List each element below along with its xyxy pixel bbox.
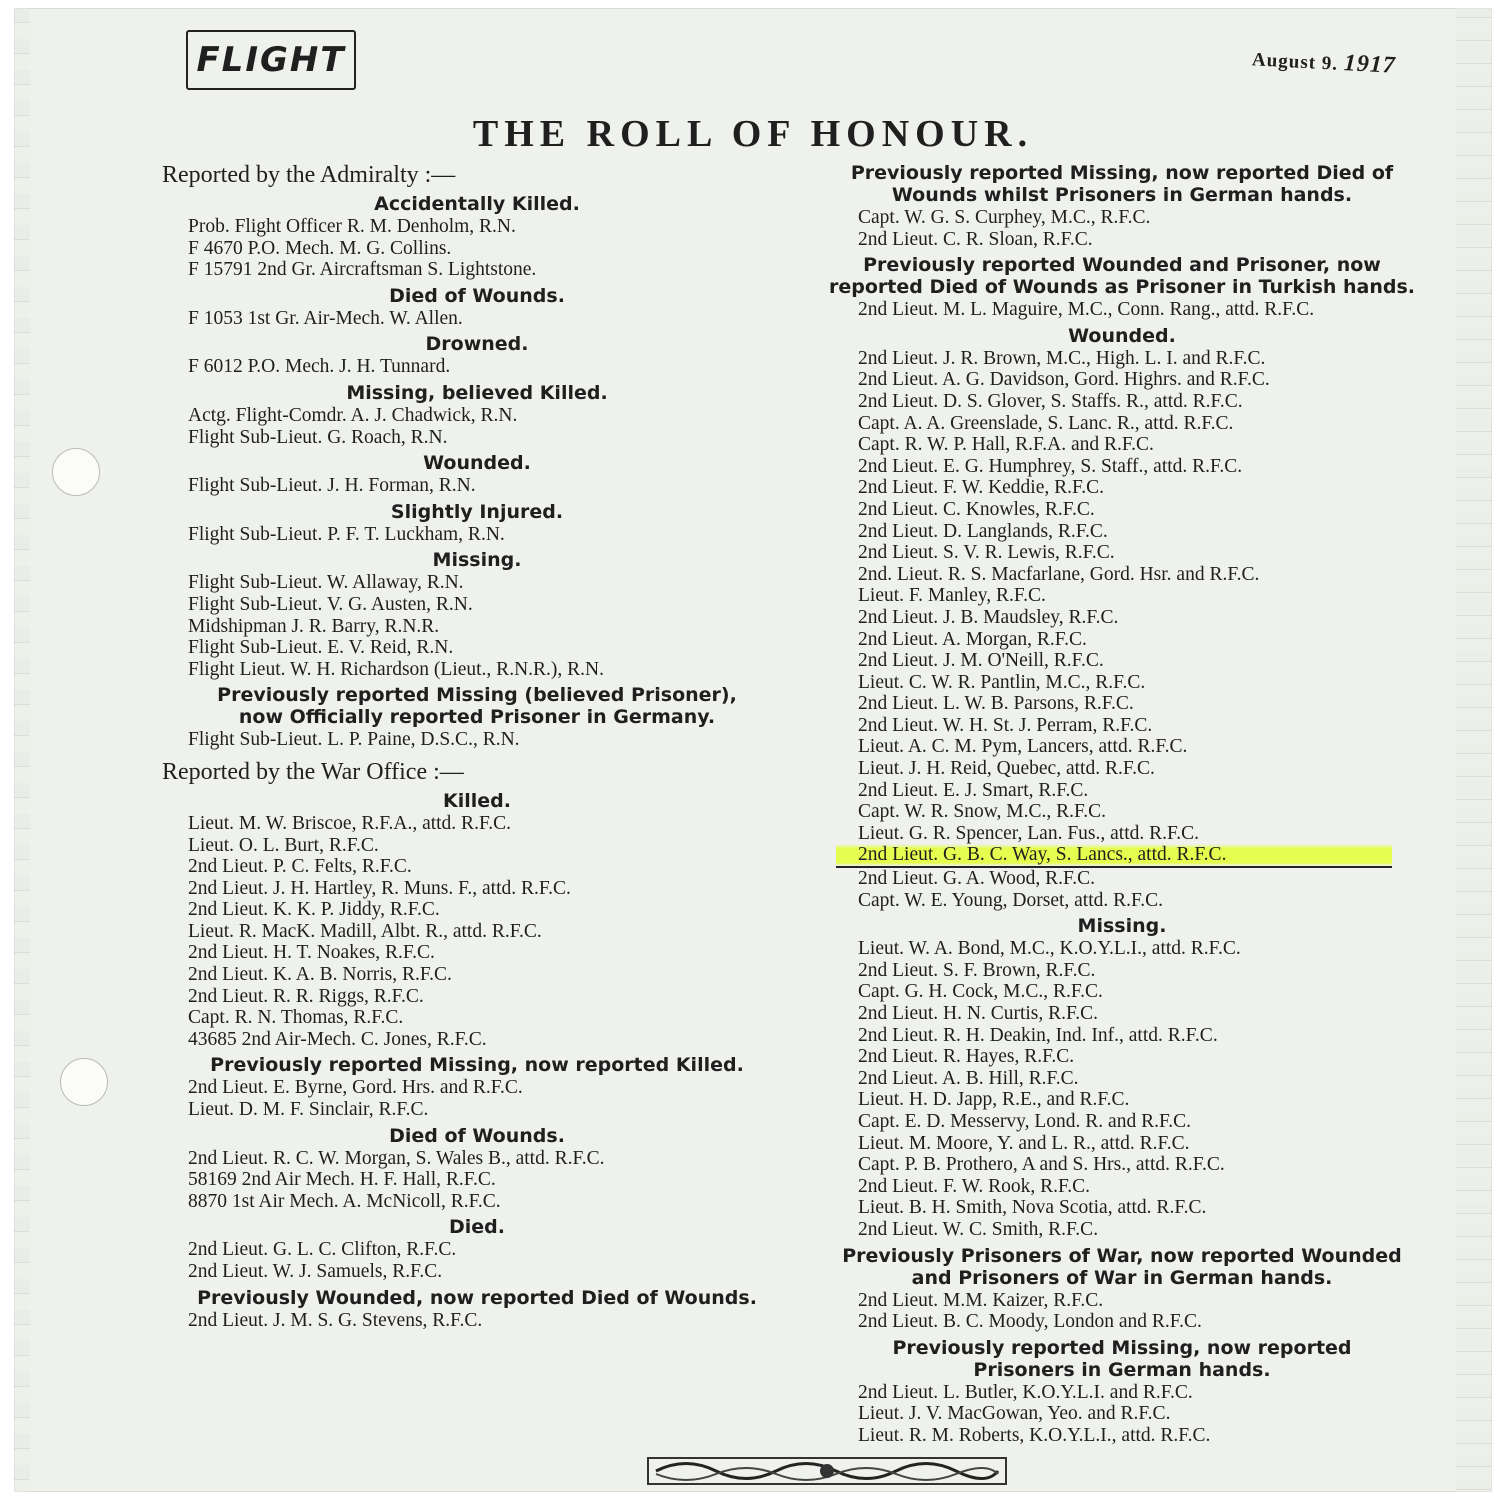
war-office-heading: Reported by the War Office :— (162, 758, 464, 785)
casualty-entry: 2nd Lieut. M.M. Kaizer, R.F.C. (858, 1289, 1104, 1311)
section-heading (162, 1216, 792, 1238)
binder-hole-top (52, 448, 100, 496)
section-heading (822, 1337, 1422, 1381)
section-heading-line: Previously Wounded, now reported Died of Wounds. (197, 1286, 757, 1309)
war-office-right-sections (822, 162, 1422, 1447)
section-heading-line: and Prisoners of War in German hands. (911, 1266, 1333, 1289)
section-heading-line: Previously reported Missing, now reported Died of (850, 162, 1394, 184)
section-heading (162, 1054, 792, 1076)
casualty-entry: Capt. R. N. Thomas, R.F.C. (188, 1007, 404, 1029)
section-heading-line: Slightly Injured. (390, 500, 564, 523)
flight-masthead: FLIGHT (186, 30, 356, 90)
casualty-entry: Capt. W. G. S. Curphey, M.C., R.F.C. (858, 207, 1151, 228)
casualty-entry: 2nd Lieut. E. G. Humphrey, S. Staff., attd. R.F.C. (858, 455, 1243, 477)
section-heading (162, 1125, 792, 1147)
casualty-entry: 2nd Lieut. F. W. Rook, R.F.C. (858, 1175, 1091, 1197)
casualty-entry: 2nd Lieut. W. H. St. J. Perram, R.F.C. (858, 714, 1153, 736)
casualty-entry: Flight Sub-Lieut. G. Roach, R.N. (188, 426, 448, 448)
casualty-entry: F 6012 P.O. Mech. J. H. Tunnard. (188, 356, 451, 378)
section-heading (162, 549, 792, 571)
section-heading-line: Prisoners in German hands. (973, 1358, 1271, 1381)
section-heading-line: Missing. (1077, 915, 1167, 938)
section-heading (822, 1245, 1422, 1289)
casualty-entry: 2nd Lieut. G. L. C. Clifton, R.F.C. (188, 1239, 457, 1261)
casualty-entry: F 15791 2nd Gr. Aircraftsman S. Lightstone. (188, 259, 537, 281)
casualty-entry: Lieut. C. W. R. Pantlin, M.C., R.F.C. (858, 671, 1146, 693)
casualty-entry: 2nd. Lieut. R. S. Macfarlane, Gord. Hsr. and R.F.C. (858, 563, 1260, 585)
section-heading-line: Previously Prisoners of War, now reported Wounded (842, 1244, 1402, 1267)
casualty-entry: 2nd Lieut. W. C. Smith, R.F.C. (858, 1218, 1099, 1240)
casualty-entry: 2nd Lieut. J. M. O'Neill, R.F.C. (858, 650, 1104, 672)
section-heading-line: now Officially reported Prisoner in Germany. (238, 706, 716, 729)
casualty-entry: Lieut. M. W. Briscoe, R.F.A., attd. R.F.C. (188, 812, 511, 834)
casualty-entry: 2nd Lieut. M. L. Maguire, M.C., Conn. Rang., attd. R.F.C. (858, 299, 1315, 321)
casualty-entry: 2nd Lieut. P. C. Felts, R.F.C. (188, 856, 412, 878)
section-heading (162, 333, 792, 355)
casualty-entry: Flight Sub-Lieut. E. V. Reid, R.N. (188, 637, 454, 659)
page-edge-right (1456, 8, 1492, 1492)
casualty-entry: Lieut. A. C. M. Pym, Lancers, attd. R.F.C. (858, 736, 1188, 758)
casualty-entry: Flight Lieut. W. H. Richardson (Lieut., R.N.R.), R.N. (188, 658, 604, 680)
casualty-entry: 2nd Lieut. D. S. Glover, S. Staffs. R., attd. R.F.C. (858, 390, 1243, 412)
casualty-entry: 2nd Lieut. J. M. S. G. Stevens, R.F.C. (188, 1309, 483, 1331)
casualty-entry: 2nd Lieut. E. J. Smart, R.F.C. (858, 779, 1089, 801)
war-office-left-sections (162, 790, 792, 1331)
section-heading-line: Previously reported Wounded and Prisoner, now (863, 254, 1381, 277)
casualty-entry: F 1053 1st Gr. Air-Mech. W. Allen. (188, 307, 463, 329)
section-heading-line: Previously reported Missing, now reported (892, 1336, 1352, 1359)
casualty-entry: 2nd Lieut. H. T. Noakes, R.F.C. (188, 942, 435, 964)
casualty-entry: Lieut. J. H. Reid, Quebec, attd. R.F.C. (858, 758, 1155, 780)
section-heading-line: Died. (449, 1216, 505, 1239)
admiralty-sections (162, 193, 792, 751)
section-heading-line: Previously reported Missing (believed Prisoner), (217, 684, 737, 707)
casualty-entry: 2nd Lieut. R. C. W. Morgan, S. Wales B., attd. R.F.C. (188, 1147, 605, 1169)
casualty-entry: Lieut. R. MacK. Madill, Albt. R., attd. R.F.C. (188, 920, 542, 942)
section-heading (822, 915, 1422, 937)
casualty-entry: Capt. W. R. Snow, M.C., R.F.C. (858, 801, 1107, 823)
casualty-entry: Lieut. M. Moore, Y. and L. R., attd. R.F.C. (858, 1132, 1190, 1154)
section-heading-line: Died of Wounds. (389, 284, 565, 307)
casualty-entry: Prob. Flight Officer R. M. Denholm, R.N. (188, 216, 516, 237)
casualty-entry: 2nd Lieut. S. V. R. Lewis, R.F.C. (858, 542, 1115, 564)
section-heading (162, 382, 792, 404)
section-heading (162, 452, 792, 474)
section-heading-line: Previously reported Missing, now reported Killed. (210, 1054, 744, 1077)
casualty-entry: Capt. P. B. Prothero, A and S. Hrs., attd. R.F.C. (858, 1154, 1225, 1176)
section-heading-line: Wounds whilst Prisoners in German hands. (891, 184, 1353, 206)
casualty-entry: Midshipman J. R. Barry, R.N.R. (188, 615, 440, 637)
casualty-entry: Flight Sub-Lieut. L. P. Paine, D.S.C., R.N. (188, 729, 520, 751)
casualty-entry: 2nd Lieut. C. Knowles, R.F.C. (858, 498, 1095, 520)
casualty-entry: 2nd Lieut. L. Butler, K.O.Y.L.I. and R.F.C. (858, 1381, 1193, 1403)
casualty-entry: Capt. W. E. Young, Dorset, attd. R.F.C. (858, 889, 1164, 911)
casualty-entry: Lieut. J. V. MacGowan, Yeo. and R.F.C. (858, 1403, 1171, 1425)
casualty-entry: 2nd Lieut. C. R. Sloan, R.F.C. (858, 228, 1093, 250)
section-heading-line: Accidentally Killed. (374, 193, 580, 215)
section-heading-line: Missing. (432, 549, 522, 572)
casualty-entry: 2nd Lieut. J. H. Hartley, R. Muns. F., attd. R.F.C. (188, 877, 571, 899)
section-heading-line: reported Died of Wounds as Prisoner in Turkish hands. (828, 276, 1416, 299)
issue-date-day: August 9. (1251, 49, 1339, 75)
section-heading-line: Wounded. (1068, 324, 1176, 347)
section-heading (822, 254, 1422, 298)
issue-date (1251, 45, 1432, 81)
left-column (162, 158, 792, 1331)
casualty-entry: 2nd Lieut. K. K. P. Jiddy, R.F.C. (188, 899, 440, 921)
casualty-entry: Lieut. O. L. Burt, R.F.C. (188, 834, 379, 856)
newspaper-page (14, 8, 1492, 1492)
casualty-entry: 2nd Lieut. R. Hayes, R.F.C. (858, 1046, 1075, 1068)
section-heading-line: Killed. (443, 789, 511, 812)
highlighted-entry: 2nd Lieut. G. B. C. Way, S. Lancs., attd. R.F.C. (836, 844, 1392, 868)
casualty-entry: 58169 2nd Air Mech. H. F. Hall, R.F.C. (188, 1169, 496, 1191)
section-heading-line: Wounded. (423, 452, 531, 475)
casualty-entry: 8870 1st Air Mech. A. McNicoll, R.F.C. (188, 1190, 501, 1212)
page-title: THE ROLL OF HONOUR. (472, 113, 1034, 155)
casualty-entry: Lieut. D. M. F. Sinclair, R.F.C. (188, 1099, 429, 1121)
casualty-entry: 2nd Lieut. L. W. B. Parsons, R.F.C. (858, 693, 1134, 715)
issue-date-year: 1917 (1343, 50, 1397, 79)
casualty-entry: Flight Sub-Lieut. J. H. Forman, R.N. (188, 475, 476, 497)
section-heading (822, 162, 1422, 206)
casualty-entry: Capt. R. W. P. Hall, R.F.A. and R.F.C. (858, 434, 1154, 456)
casualty-entry: 2nd Lieut. A. G. Davidson, Gord. Highrs. and R.F.C. (858, 369, 1270, 391)
section-heading (822, 325, 1422, 347)
casualty-entry: 2nd Lieut. K. A. B. Norris, R.F.C. (188, 964, 452, 986)
casualty-entry: 2nd Lieut. S. F. Brown, R.F.C. (858, 959, 1096, 981)
casualty-entry: F 4670 P.O. Mech. M. G. Collins. (188, 237, 452, 259)
casualty-entry: Lieut. B. H. Smith, Nova Scotia, attd. R.F.C. (858, 1197, 1207, 1219)
casualty-entry: 2nd Lieut. R. R. Riggs, R.F.C. (188, 985, 424, 1007)
right-column (822, 158, 1422, 1447)
casualty-entry: Lieut. H. D. Japp, R.E., and R.F.C. (858, 1089, 1130, 1111)
casualty-entry: 2nd Lieut. J. R. Brown, M.C., High. L. I. and R.F.C. (858, 347, 1266, 369)
casualty-entry: 2nd Lieut. A. Morgan, R.F.C. (858, 628, 1087, 650)
casualty-entry: Capt. E. D. Messervy, Lond. R. and R.F.C. (858, 1110, 1191, 1132)
casualty-entry: 2nd Lieut. G. A. Wood, R.F.C. (858, 868, 1096, 890)
section-heading (162, 790, 792, 812)
section-heading (162, 193, 792, 215)
casualty-entry: 43685 2nd Air-Mech. C. Jones, R.F.C. (188, 1028, 487, 1050)
casualty-entry: 2nd Lieut. W. J. Samuels, R.F.C. (188, 1261, 443, 1282)
casualty-entry: 2nd Lieut. F. W. Keddie, R.F.C. (858, 477, 1105, 499)
section-heading-line: Drowned. (425, 333, 529, 356)
page-edge-left (14, 8, 30, 1492)
casualty-entry: Lieut. G. R. Spencer, Lan. Fus., attd. R.F.C. (858, 822, 1200, 844)
casualty-entry: Actg. Flight-Comdr. A. J. Chadwick, R.N. (188, 404, 518, 426)
casualty-entry: 2nd Lieut. A. B. Hill, R.F.C. (858, 1067, 1079, 1089)
section-heading-line: Died of Wounds. (389, 1124, 565, 1147)
casualty-entry: Lieut. R. M. Roberts, K.O.Y.L.I., attd. R.F.C. (858, 1424, 1211, 1446)
casualty-entry: 2nd Lieut. E. Byrne, Gord. Hrs. and R.F.C. (188, 1077, 523, 1099)
casualty-entry: Capt. A. A. Greenslade, S. Lanc. R., attd. R.F.C. (858, 412, 1234, 434)
casualty-entry: 2nd Lieut. B. C. Moody, London and R.F.C. (858, 1311, 1202, 1333)
binder-hole-bottom (60, 1058, 108, 1106)
section-heading-line: Missing, believed Killed. (346, 381, 608, 404)
casualty-entry: Flight Sub-Lieut. W. Allaway, R.N. (188, 572, 464, 594)
casualty-entry: Lieut. W. A. Bond, M.C., K.O.Y.L.I., attd. R.F.C. (858, 938, 1241, 960)
casualty-entry: Flight Sub-Lieut. P. F. T. Luckham, R.N. (188, 523, 505, 545)
admiralty-heading: Reported by the Admiralty :— (162, 162, 456, 188)
casualty-entry: Lieut. F. Manley, R.F.C. (858, 585, 1046, 607)
casualty-entry: 2nd Lieut. R. H. Deakin, Ind. Inf., attd. R.F.C. (858, 1024, 1218, 1046)
section-heading (162, 501, 792, 523)
decorative-ornament (646, 1454, 1008, 1488)
section-heading (162, 1287, 792, 1309)
casualty-entry: 2nd Lieut. J. B. Maudsley, R.F.C. (858, 606, 1119, 628)
casualty-entry: 2nd Lieut. H. N. Curtis, R.F.C. (858, 1003, 1099, 1024)
section-heading (162, 684, 792, 728)
casualty-entry: Capt. G. H. Cock, M.C., R.F.C. (858, 981, 1103, 1003)
casualty-entry: 2nd Lieut. D. Langlands, R.F.C. (858, 520, 1108, 542)
section-heading (162, 285, 792, 307)
casualty-entry: Flight Sub-Lieut. V. G. Austen, R.N. (188, 593, 473, 615)
